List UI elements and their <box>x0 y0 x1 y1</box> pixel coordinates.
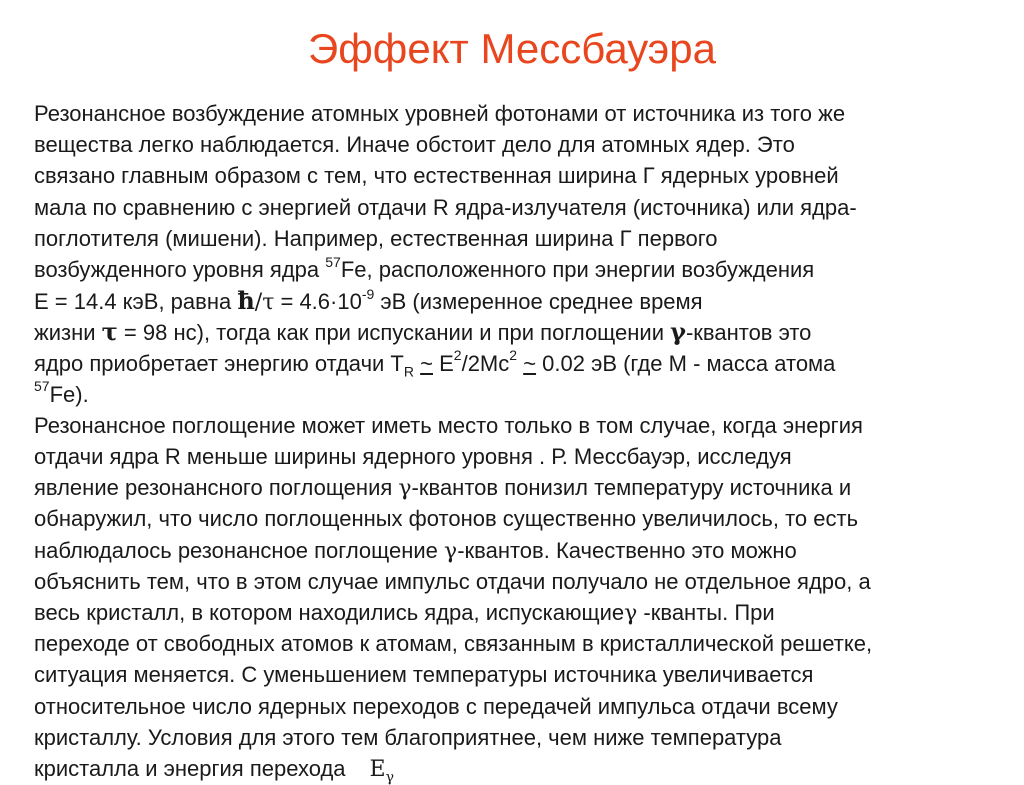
text-line <box>34 472 1014 503</box>
text-line: относительное число ядерных переходов с передачей импульса отдачи всему <box>34 693 838 719</box>
exponent-superscript: 2 <box>509 347 518 364</box>
e-gamma-symbol <box>369 756 394 785</box>
text-fragment: /2Mc <box>461 350 510 376</box>
text-line <box>34 379 1014 410</box>
gamma-symbol: γ <box>398 476 412 502</box>
text-fragment: явление резонансного поглощения <box>34 475 399 501</box>
text-line <box>34 753 1014 784</box>
text-fragment: -квантов понизил температуру источника и <box>411 475 852 501</box>
approx-symbol: ~ <box>420 350 433 376</box>
text-line: переходе от свободных атомов к атомам, связанным в кристаллической решетке, <box>34 631 873 657</box>
text-line <box>34 597 1014 628</box>
slash-symbol: / <box>254 290 263 316</box>
text-line: поглотителя (мишени). Например, естественная ширина Г первого <box>34 225 718 251</box>
text-fragment: = 98 нс), тогда как при испускании и при поглощении <box>117 320 671 346</box>
text-fragment: E = 14.4 кэВ, равна <box>34 289 238 315</box>
text-fragment: жизни <box>34 320 102 346</box>
isotope-superscript: 57 <box>34 378 50 395</box>
approx-symbol: ~ <box>523 350 537 376</box>
text-line <box>34 254 1014 285</box>
text-line: отдачи ядра R меньше ширины ядерного уровня . Р. Мессбауэр, исследуя <box>34 444 792 470</box>
text-fragment: Fe, расположенного при энергии возбуждения <box>340 256 815 282</box>
text-line: обнаружил, что число поглощенных фотонов существенно увеличилось, то есть <box>34 506 859 532</box>
subscript-r: R <box>403 362 414 379</box>
text-fragment: возбужденного уровня ядра <box>34 256 326 282</box>
text-line: связано главным образом с тем, что естественная ширина Г ядерных уровней <box>34 163 839 189</box>
gamma-symbol: γ <box>624 601 638 626</box>
energy-symbol: E <box>369 756 386 782</box>
tau-symbol: τ <box>262 290 275 316</box>
text-fragment: -кванты. При <box>637 600 775 625</box>
text-fragment: Fe). <box>49 381 89 407</box>
text-line <box>34 285 1014 316</box>
text-fragment: E <box>432 350 454 376</box>
text-line: вещества легко наблюдается. Иначе обстоит дело для атомных ядер. Это <box>34 132 795 158</box>
text-fragment: -квантов это <box>685 320 812 346</box>
text-fragment: наблюдалось резонансное поглощение <box>34 537 445 563</box>
isotope-superscript: 57 <box>325 253 341 270</box>
text-line: ситуация меняется. С уменьшением температуры источника увеличивается <box>34 662 814 688</box>
text-fragment: 0.02 эВ (где M - масса атома <box>536 350 836 376</box>
text-fragment: -квантов. Качественно это можно <box>457 537 797 563</box>
exponent-superscript: -9 <box>361 285 375 302</box>
gamma-symbol: γ <box>444 538 458 564</box>
slide-title: Эффект Мессбауэра <box>308 25 716 72</box>
text-line: мала по сравнению с энергией отдачи R ядра-излучателя (источника) или ядра- <box>34 194 857 220</box>
text-line: Резонансное возбуждение атомных уровней фотонами от источника из того же <box>34 101 846 126</box>
gamma-subscript: γ <box>385 769 394 785</box>
text-line <box>34 535 1014 566</box>
text-line: Резонансное поглощение может иметь место только в том случае, когда энергия <box>34 412 863 438</box>
text-fragment: эВ (измеренное среднее время <box>374 289 703 315</box>
slide-body <box>34 98 1014 784</box>
text-fragment: = 4.6·10 <box>274 289 362 315</box>
text-fragment: весь кристалл, в котором находились ядра, испускающие <box>34 600 625 625</box>
text-line <box>34 348 1014 379</box>
text-line <box>34 316 1014 347</box>
text-line: объяснить тем, что в этом случае импульс отдачи получало не отдельное ядро, а <box>34 568 871 594</box>
text-fragment: кристалла и энергия перехода <box>34 755 346 781</box>
hbar-symbol: ħ <box>237 286 255 316</box>
gamma-symbol: γ <box>670 317 686 347</box>
text-fragment: ядро приобретает энергию отдачи T <box>34 350 404 376</box>
tau-symbol: τ <box>101 317 118 347</box>
text-line: кристаллу. Условия для этого тем благоприятнее, чем ниже температура <box>34 724 782 750</box>
exponent-superscript: 2 <box>453 347 462 364</box>
